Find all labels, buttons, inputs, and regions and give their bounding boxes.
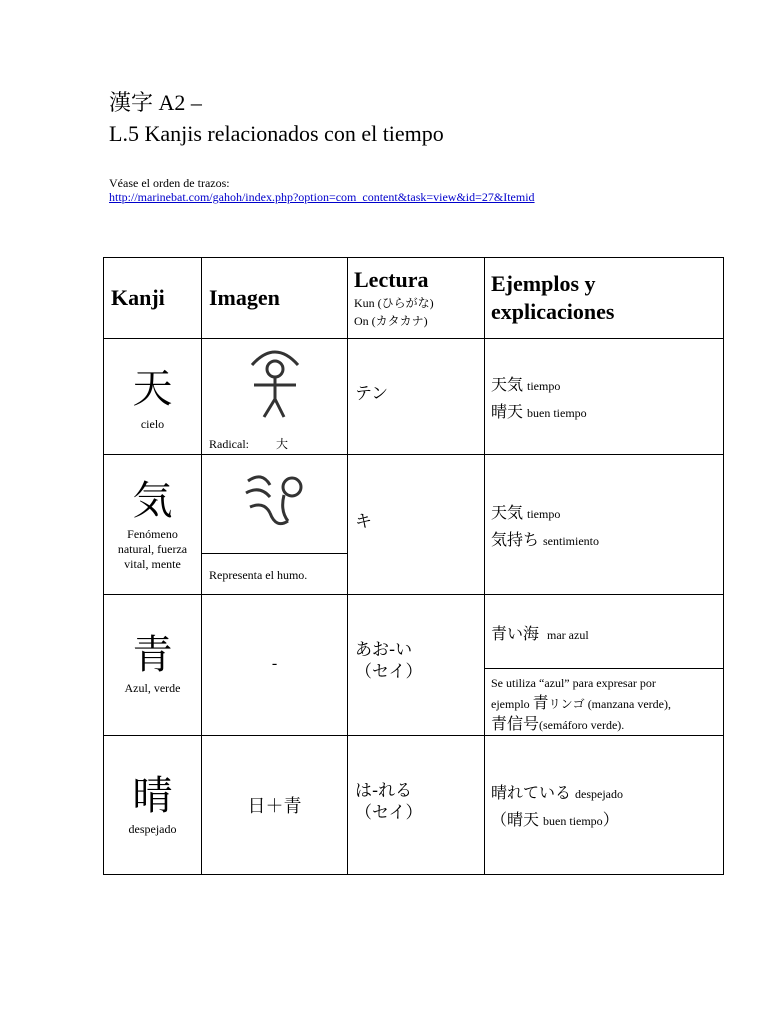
header-kanji: Kanji [104, 258, 202, 339]
table-row [104, 595, 724, 736]
examples-cell [485, 595, 724, 736]
kanji-char: 晴 [132, 773, 173, 819]
image-cell: 日＋青 [202, 736, 348, 875]
radical-row: Radical: 大 [209, 437, 288, 451]
lectura-kun: Kun (ひらがな) [354, 296, 434, 310]
reading-cell: テン [348, 339, 485, 455]
table-row [104, 736, 724, 875]
kanji-table [103, 257, 724, 875]
table-header-row [104, 258, 724, 339]
kanji-cell [104, 339, 202, 455]
header-imagen: Imagen [202, 258, 348, 339]
image-cell: - [202, 595, 348, 736]
steam-pictograph-icon [240, 467, 310, 535]
image-cell [202, 339, 348, 455]
kanji-char: 青 [132, 632, 173, 678]
kanji-meaning: despejado [128, 822, 177, 836]
kanji-meaning: Fenómeno natural, fuerza vital, mente [117, 527, 188, 571]
table-row [104, 339, 724, 455]
header-lectura: Lectura Kun (ひらがな) On (カタカナ) [348, 258, 485, 339]
kanji-cell [104, 736, 202, 875]
table-row [104, 455, 724, 595]
reading-cell: は-れる （セイ） [348, 736, 485, 875]
person-pictograph-icon [240, 343, 310, 423]
kanji-char: 天 [132, 366, 173, 412]
explanation-box: Se utiliza “azul” para expresar por ejemplo 青リンゴ (manzana verde), 青信号(semáforo verde). [491, 676, 671, 733]
examples-cell: 天気 tiempo 気持ち sentimiento [485, 455, 724, 595]
title-line-2: L.5 Kanjis relacionados con el tiempo [109, 121, 444, 146]
kanji-meaning: Azul, verde [124, 681, 181, 695]
header-ejemplos: Ejemplos y explicaciones [485, 258, 724, 339]
kanji-meaning: cielo [140, 417, 165, 431]
image-caption-box: Representa el humo. [202, 553, 347, 594]
note-text: Véase el orden de trazos: [109, 176, 230, 190]
stroke-order-link[interactable]: http://marinebat.com/gahoh/index.php?option=com_content&task=view&id=27&Itemid [109, 190, 535, 204]
title-line-1: 漢字 A2 – [109, 90, 202, 115]
examples-cell: 晴れている despejado （晴天 buen tiempo） [485, 736, 724, 875]
image-cell [202, 455, 348, 595]
kanji-char: 気 [132, 478, 173, 524]
reading-cell: あお-い （セイ） [348, 595, 485, 736]
example-box: 青い海 mar azul [485, 595, 723, 669]
kanji-cell [104, 595, 202, 736]
examples-cell: 天気 tiempo 晴天 buen tiempo [485, 339, 724, 455]
kanji-cell [104, 455, 202, 595]
stroke-order-note [109, 176, 669, 204]
reading-cell: キ [348, 455, 485, 595]
lectura-on: On (カタカナ) [354, 314, 428, 328]
